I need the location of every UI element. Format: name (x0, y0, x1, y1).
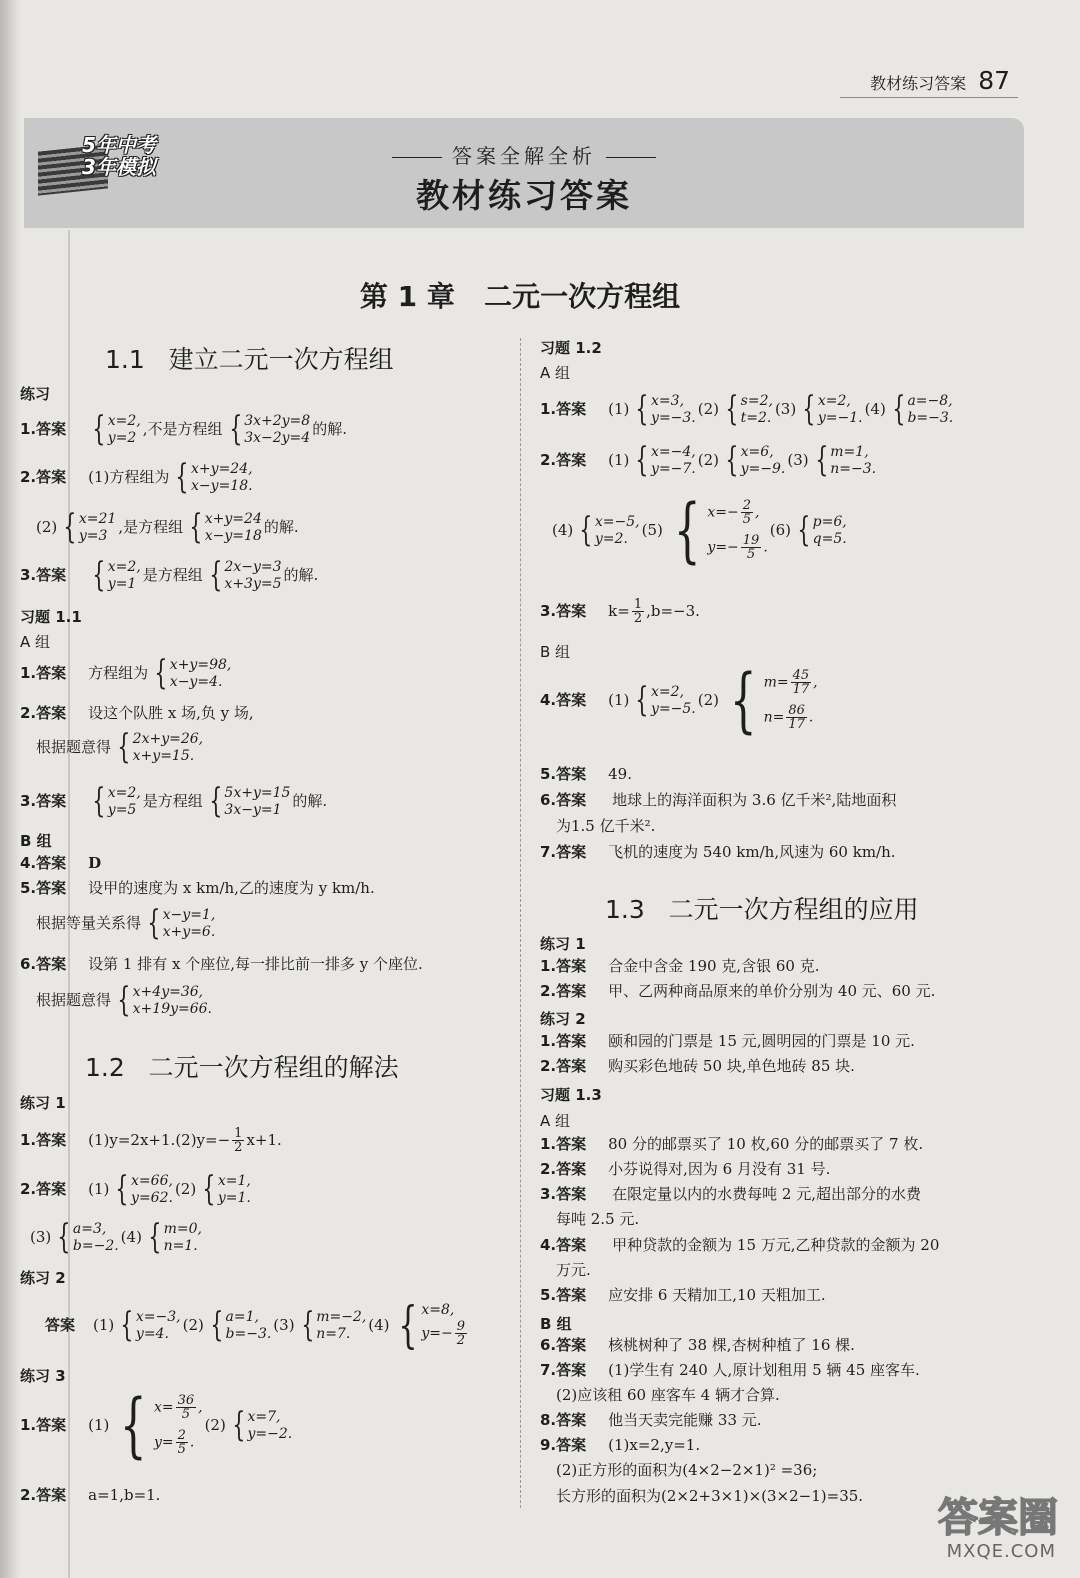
answer-item-cont: 根据等量关系得 { x−y=1, x+y=6. (36, 903, 216, 943)
answer-item: 4.答案 D (20, 854, 102, 872)
answer-item: 1.答案 合金中含金 190 克,含银 60 克. (540, 957, 820, 975)
equation-system: { x=2, y=2 (92, 409, 141, 449)
heading-xiti-1-2: 习题 1.2 (540, 339, 602, 357)
answer-item-cont: 每吨 2.5 元. (556, 1210, 640, 1228)
equation-system: { x+4y=36, x+19y=66. (117, 980, 213, 1020)
answer-item: 9.答案 (1)x=2,y=1. (540, 1436, 701, 1454)
group-b: B 组 (540, 1315, 572, 1333)
title-banner (24, 118, 1024, 228)
answer-item: 2.答案 (1) { x=−4, y=−7. (2) { x=6, y=−9. (3) { m=1, n=−3. (540, 440, 877, 480)
answer-item: 2.答案 甲、乙两种商品原来的单价分别为 40 元、60 元. (540, 982, 936, 1000)
equation-system: { x=− $\frac{2}{5}$ , y=− $\frac{19}{5}$ . (673, 489, 768, 571)
section-title-1-3: 1.3 二元一次方程组的应用 (605, 895, 919, 924)
page-number: 87 (978, 66, 1010, 95)
equation-system: { x+y=24 x−y=18 (189, 507, 262, 547)
heading-lianxi-1: 练习 1 (540, 935, 586, 953)
answer-item: 2.答案 购买彩色地砖 50 块,单色地砖 85 块. (540, 1057, 855, 1075)
logo-line1: 5年中考 (82, 133, 156, 157)
fraction: $\frac{1}{2}$ (633, 597, 643, 626)
answer-item: 5.答案 49. (540, 765, 632, 783)
equation-system: { x=2, y=−5. (635, 680, 696, 720)
book-spine-shadow (0, 0, 20, 1578)
section-title-1-1: 1.1 建立二元一次方程组 (105, 345, 394, 374)
answer-item: 5.答案 设甲的速度为 x km/h,乙的速度为 y km/h. (20, 879, 375, 897)
answer-item: 1.答案 (1) { x=3, y=−3. (2) { s=2, t=2. (3) { x=2, y=−1. (4) { a=−8, b=−3. (540, 389, 954, 429)
answer-item: 7.答案 (1)学生有 240 人,原计划租用 5 辆 45 座客车. (540, 1361, 920, 1379)
equation-system: { x−y=1, x+y=6. (147, 903, 216, 943)
equation-system: { x=−3, y=4. (120, 1305, 181, 1345)
fraction: $\frac{1}{2}$ (234, 1126, 243, 1155)
equation-system: { 2x+y=26, x+y=15. (117, 727, 204, 767)
header-rule (840, 97, 1018, 98)
watermark-logo: 答案圈 (938, 1495, 1058, 1541)
banner-subtitle: 答案全解全析 (24, 140, 1024, 169)
equation-system: { x=2, y=1 (92, 555, 141, 595)
heading-xiti-1-1: 习题 1.1 (20, 608, 82, 626)
heading-lianxi: 练习 (20, 385, 51, 403)
equation-system: { x=1, y=1. (202, 1169, 251, 1209)
answer-item: (4) { x=−5, y=2. (5) { x=− $\frac{2}{5}$ , y=− $\frac{19}{5}$ . (6) { p=6, q=5. (552, 489, 847, 571)
answer-item: 8.答案 他当天卖完能赚 33 元. (540, 1411, 762, 1429)
answer-item: 6.答案 设第 1 排有 x 个座位,每一排比前一排多 y 个座位. (20, 955, 423, 973)
answer-item: 2.答案 a=1,b=1. (20, 1486, 161, 1504)
watermark-url: MXQE.COM (946, 1541, 1056, 1562)
group-a: A 组 (540, 364, 571, 382)
equation-system: { x=21 y=3 (63, 507, 117, 547)
answer-item: 6.答案 地球上的海洋面积为 3.6 亿千米²,陆地面积 (540, 791, 897, 809)
answer-item: 1.答案 颐和园的门票是 15 元,圆明园的门票是 10 元. (540, 1032, 915, 1050)
answer-item: 2.答案 设这个队胜 x 场,负 y 场, (20, 704, 254, 722)
answer-item: 1.答案 { x=2, y=2 ,不是方程组 { 3x+2y=8 3x−2y=4 的解. (20, 409, 347, 449)
answer-item: 5.答案 应安排 6 天精加工,10 天粗加工. (540, 1286, 826, 1304)
equation-system: { x=8, y=− $\frac{9}{2}$ (397, 1296, 465, 1354)
equation-system: { m= $\frac{45}{17}$ , n= $\frac{86}{17}$ . (729, 659, 818, 741)
section-title-1-2: 1.2 二元一次方程组的解法 (85, 1053, 399, 1082)
answer-item: (2) { x=21 y=3 ,是方程组 { x+y=24 x−y=18 的解. (36, 507, 299, 547)
equation-system: { x=2, y=−1. (802, 389, 863, 429)
equation-system: { x+y=24, x−y=18. (175, 457, 253, 497)
answer-item: 1.答案 方程组为 { x+y=98, x−y=4. (20, 653, 232, 693)
group-b: B 组 (20, 832, 52, 850)
equation-system: { a=1, b=−3. (210, 1305, 272, 1345)
equation-system: { m=−2, n=7. (300, 1305, 367, 1345)
equation-system: { a=3, b=−2. (57, 1217, 119, 1257)
banner-title: 教材练习答案 (416, 176, 632, 215)
answer-item-cont: (2)应该租 60 座客车 4 辆才合算. (556, 1386, 780, 1404)
watermark (878, 1486, 1058, 1562)
answer-item-cont: 根据题意得 { x+4y=36, x+19y=66. (36, 980, 213, 1020)
column-divider (520, 338, 521, 1508)
heading-lianxi-2: 练习 2 (20, 1269, 66, 1287)
group-a: A 组 (540, 1112, 571, 1130)
equation-system: { 3x+2y=8 3x−2y=4 (228, 409, 311, 449)
answer-item: 4.答案 (1) { x=2, y=−5. (2) { m= $\frac{45}{17}$ , n= $\frac{86}{17}$ . (540, 659, 818, 741)
answer-item: 7.答案 飞机的速度为 540 km/h,风速为 60 km/h. (540, 843, 896, 861)
answer-item: 答案 (1) { x=−3, y=4. (2) { a=1, b=−3. (3) { m=−2, n=7. (4) { x=8, y=− $\frac{9}{2}$ (45, 1300, 471, 1350)
answer-item: 2.答案 (1)方程组为 { x+y=24, x−y=18. (20, 457, 253, 497)
answer-item-cont: 为1.5 亿千米². (556, 817, 656, 835)
equation-system: { x= $\frac{36}{5}$ , y= $\frac{2}{5}$ . (120, 1384, 203, 1466)
answer-item: 3.答案 { x=2, y=1 是方程组 { 2x−y=3 x+3y=5 的解. (20, 555, 319, 595)
answer-item-cont: 长方形的面积为(2×2+3×1)×(3×2−1)=35. (556, 1487, 864, 1505)
equation-system: { a=−8, b=−3. (892, 389, 954, 429)
answer-item-cont: 根据题意得 { 2x+y=26, x+y=15. (36, 727, 204, 767)
logo-line2: 3年模拟 (82, 155, 156, 179)
heading-xiti-1-3: 习题 1.3 (540, 1086, 602, 1104)
equation-system: { s=2, t=2. (725, 389, 773, 429)
answer-item-cont: 万元. (556, 1261, 591, 1279)
answer-item: 6.答案 核桃树种了 38 棵,杏树种植了 16 棵. (540, 1336, 855, 1354)
answer-item: (3) { a=3, b=−2. (4) { m=0, n=1. (30, 1217, 202, 1257)
heading-lianxi-1: 练习 1 (20, 1094, 66, 1112)
chapter-title: 第 1 章 二元一次方程组 (359, 280, 681, 313)
header-label: 教材练习答案 (870, 74, 967, 93)
equation-system: { 5x+y=15 3x−y=1 (209, 781, 291, 821)
equation-system: { x+y=98, x−y=4. (154, 653, 232, 693)
equation-system: { x=6, y=−9. (725, 440, 786, 480)
heading-lianxi-2: 练习 2 (540, 1010, 586, 1028)
heading-lianxi-3: 练习 3 (20, 1367, 66, 1385)
answer-item: 3.答案 k= $\frac{1}{2}$ ,b=−3. (540, 597, 700, 626)
equation-system: { m=0, n=1. (148, 1217, 202, 1257)
equation-system: { x=7, y=−2. (232, 1405, 293, 1445)
group-b: B 组 (540, 643, 571, 661)
equation-system: { x=3, y=−3. (635, 389, 696, 429)
running-header (870, 66, 1010, 95)
equation-system: { x=−5, y=2. (579, 510, 640, 550)
equation-system: { x=−4, y=−7. (635, 440, 696, 480)
answer-item: 4.答案 甲种贷款的金额为 15 万元,乙种贷款的金额为 20 (540, 1236, 940, 1254)
answer-item-cont: (2)正方形的面积为(4×2−2×1)² =36; (556, 1461, 818, 1479)
equation-system: { 2x−y=3 x+3y=5 (209, 555, 282, 595)
answer-item: 3.答案 { x=2, y=5 是方程组 { 5x+y=15 3x−y=1 的解. (20, 781, 328, 821)
answer-item: 1.答案 (1)y=2x+1.(2)y=− $\frac{1}{2}$ x+1. (20, 1126, 282, 1155)
equation-system: { x=66, y=62. (115, 1169, 173, 1209)
equation-system: { m=1, n=−3. (814, 440, 877, 480)
answer-item: 1.答案 (1) { x= $\frac{36}{5}$ , y= $\frac{2}{5}$ . (2) { x=7, y=−2. (20, 1384, 293, 1466)
answer-item: 3.答案 在限定量以内的水费每吨 2 元,超出部分的水费 (540, 1185, 921, 1203)
equation-system: { x=2, y=5 (92, 781, 141, 821)
group-a: A 组 (20, 633, 51, 651)
answer-item: 2.答案 小芬说得对,因为 6 月没有 31 号. (540, 1160, 831, 1178)
equation-system: { p=6, q=5. (797, 510, 847, 550)
answer-item: 1.答案 80 分的邮票买了 10 枚,60 分的邮票买了 7 枚. (540, 1135, 924, 1153)
answer-item: 2.答案 (1) { x=66, y=62. (2) { x=1, y=1. (20, 1169, 251, 1209)
